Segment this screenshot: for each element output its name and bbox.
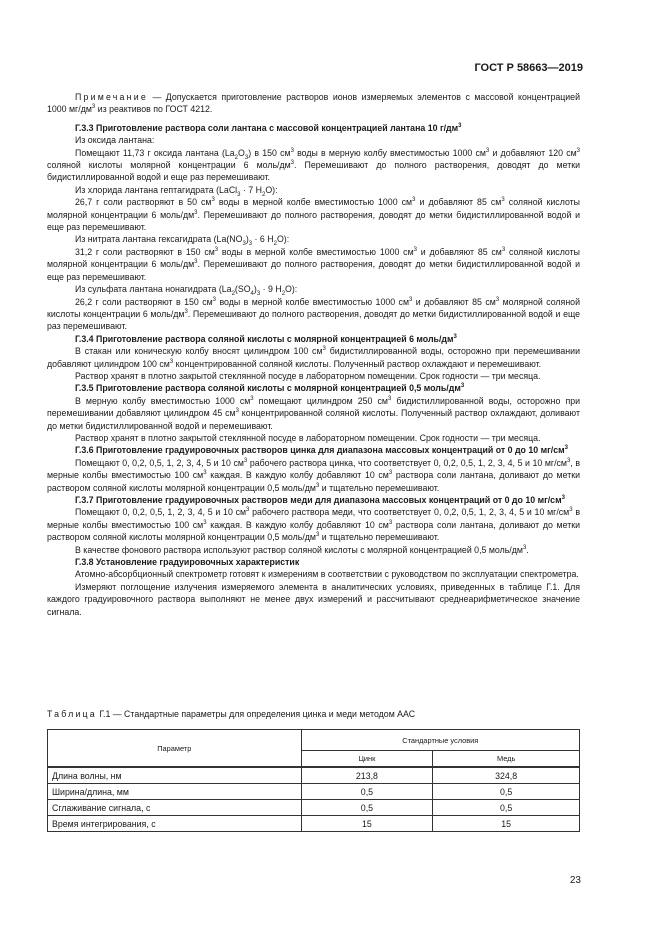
section-heading-g36: Г.3.6 Приготовление градуировочных растворов цинка для диапазона массовых концентраций от 0 до 10 $мг/см^3$ (75, 445, 568, 456)
note-paragraph (47, 91, 580, 116)
paragraph: 26,7 г соли растворяют в 50 $см^3$ воды в мерной колбе вместимостью 1000 $см^3$ и добавляют 85 $см^3$ соляной кислоты молярной концентрации 6 моль/$дм^3$. Перемешивают до полного растворения, доводят до метки бидистиллированной водой и еще раз перемешивают. (47, 197, 580, 233)
paragraph: Атомно-абсорбционный спектрометр готовят к измерениям в соответствии с руководством по эксплуатации спектрометра. (75, 569, 579, 580)
cell-copper: 15 (433, 816, 580, 832)
column-header-parameter: Параметр (48, 730, 302, 768)
table-row (48, 816, 580, 832)
paragraph: В стакан или коническую колбу вносят цилиндром 100 $см^3$ бидистиллированной воды, осторожно при перемешивании добавляют цилиндром 100 $см^3$ концентрированной соляной кислоты. Полученный раствор охлаждают и перемешивают. (47, 346, 580, 369)
section-heading-g35: Г.3.5 Приготовление раствора соляной кислоты с молярной концентрацией 0,5 моль/$дм^3$ (75, 383, 465, 394)
table-row (48, 767, 580, 784)
paragraph: Помещают 11,73 г оксида лантана $(La_2O_3)$ в 150 $см^3$ воды в мерную колбу вместимостью 1000 $см^3$ и добавляют 120 $см^3$ соляной кислоты молярной концентрации 6 моль/$дм^3$. Перемешивают до полного растворения, доводят до метки бидистиллированной водой и еще раз перемешивают. (47, 147, 580, 183)
paragraph: Из оксида лантана: (75, 135, 155, 146)
paragraph: В качестве фонового раствора используют раствор соляной кислоты с молярной концентрацией 0,5 моль/$дм^3$. (75, 544, 529, 555)
caption-label: Таблица (47, 709, 97, 719)
table-row (48, 800, 580, 816)
column-header-standard-conditions: Стандартные условия (301, 730, 579, 751)
section-heading-g38: Г.3.8 Установление градуировочных характеристик (75, 557, 300, 568)
paragraph: 31,2 г соли растворяют в 150 $см^3$ воды в мерной колбе вместимостью 1000 $см^3$ и добавляют 85 $см^3$ соляной кислоты молярной концентрации 6 моль/$дм^3$. Перемешивают до полного растворения, доводят до метки бидистиллированной водой и еще раз перемешивают. (47, 246, 580, 282)
paragraph: Из сульфата лантана нонагидрата ($La_2(SO_4)_3 \cdot 9$ $H_2O$): (75, 284, 298, 297)
paragraph: В мерную колбу вместимостью 1000 $см^3$ помещают цилиндром 250 $см^3$ бидистиллированной воды, осторожно при перемешивании добавляют цилиндром 45 $см^3$ концентрированной соляной кислоты. Полученный раствор охлаждают, доливают до метки бидистиллированной водой и перемешивают. (47, 395, 581, 431)
cell-copper: 0,5 (433, 784, 580, 800)
parameters-table (47, 729, 580, 832)
cell-parameter: Ширина/длина, мм (48, 784, 302, 800)
heading-text: Г.3.3 Приготовление раствора соли лантана с массовой концентрацией лантана 10 г/дм (75, 122, 459, 133)
caption-text: Г.1 — Стандартные параметры для определения цинка и меди методом ААС (96, 709, 416, 719)
cell-zinc: 0,5 (301, 800, 433, 816)
cell-copper: 0,5 (433, 800, 580, 816)
cell-zinc: 213,8 (301, 767, 433, 784)
paragraph: 26,2 г соли растворяют в 150 $см^3$ воды в мерной колбе вместимостью 1000 $см^3$ и добавляют 85 $см^3$ молярной соляной кислоты концентрации 6 моль/$дм^3$. Перемешивают до полного растворения, доводят до метки бидистиллированной водой и еще раз перемешивают. (47, 296, 580, 332)
document-header: ГОСТ Р 58663—2019 (474, 62, 583, 74)
paragraph: Раствор хранят в плотно закрытой стеклянной посуде в лабораторном помещении. Срок годности — три месяца. (75, 432, 541, 443)
superscript: 3 (458, 122, 462, 129)
cell-parameter: Время интегрирования, с (48, 816, 302, 832)
table-row (48, 784, 580, 800)
section-heading-g34: Г.3.4 Приготовление раствора соляной кислоты с молярной концентрацией 6 моль/$дм^3$ (75, 333, 457, 344)
page-number: 23 (569, 875, 581, 886)
note-label: Примечание (75, 92, 148, 102)
column-header-zinc: Цинк (301, 751, 433, 768)
cell-copper: 324,8 (433, 767, 580, 784)
paragraph: Помещают 0, 0,2, 0,5, 1, 2, 3, 4, 5 и 10 $см^3$ рабочего раствора меди, что соответствует 0, 0,2, 0,5, 1, 2, 3, 4, 5 и 10 $мг/см^3$ в мерные колбы вместимостью 100 $см^3$ каждая. В каждую колбу добавляют 10 $см^3$ раствора соли лантана, доливают до метки раствором соляной кислоты молярной концентрации 0,5 моль/$дм^3$ и тщательно перемешивают. (47, 507, 581, 543)
cell-zinc: 0,5 (301, 784, 433, 800)
paragraph: Раствор хранят в плотно закрытой стеклянной посуде в лабораторном помещении. Срок годности — три месяца. (75, 370, 541, 381)
paragraph: Измеряют поглощение излучения измеряемого элемента в аналитических условиях, приведенных в таблице Г.1. Для каждого градуировочного раствора выполняют не менее двух измерений и рассчитывают среднеарифметическое значение сигнала. (47, 581, 580, 617)
cell-zinc: 15 (301, 816, 433, 832)
paragraph: Помещают 0, 0,2, 0,5, 1, 2, 3, 4, 5 и 10 $см^3$ рабочего раствора цинка, что соответствует 0, 0,2, 0,5, 1, 2, 3, 4, 5 и 10 $мг/см^3$, в мерные колбы вместимостью 100 $см^3$ каждая. В каждую колбу добавляют 10 $см^3$ раствора соли лантана, доливают до метки раствором соляной кислоты молярной концентрации 0,5 моль/$дм^3$ и тщательно перемешивают. (47, 457, 581, 493)
column-header-copper: Медь (433, 751, 580, 768)
section-heading-g33 (47, 122, 580, 134)
superscript: 3 (91, 104, 96, 111)
cell-parameter: Сглаживание сигнала, с (48, 800, 302, 816)
table-caption (47, 709, 415, 719)
section-heading-g37: Г.3.7 Приготовление градуировочных растворов меди для диапазона массовых концентраций от 0 до 10 $мг/см^3$ (75, 495, 565, 505)
document-body (47, 91, 580, 618)
cell-parameter: Длина волны, нм (48, 767, 302, 784)
paragraph: Из хлорида лантана гептагидрата (LaCl$_3$ · 7 $H_2O$): (75, 184, 278, 198)
table-header-row (48, 730, 580, 751)
note-text: — Допускается приготовление растворов ионов измеряемых элементов с массовой концентрацией 1000 мг/дм (47, 92, 580, 115)
paragraph: Из нитрата лантана гексагидрата ($La(NO_3)_3 \cdot 6$ $H_2O$): (75, 234, 290, 248)
note-text: из реактивов по ГОСТ 4212. (95, 104, 213, 115)
